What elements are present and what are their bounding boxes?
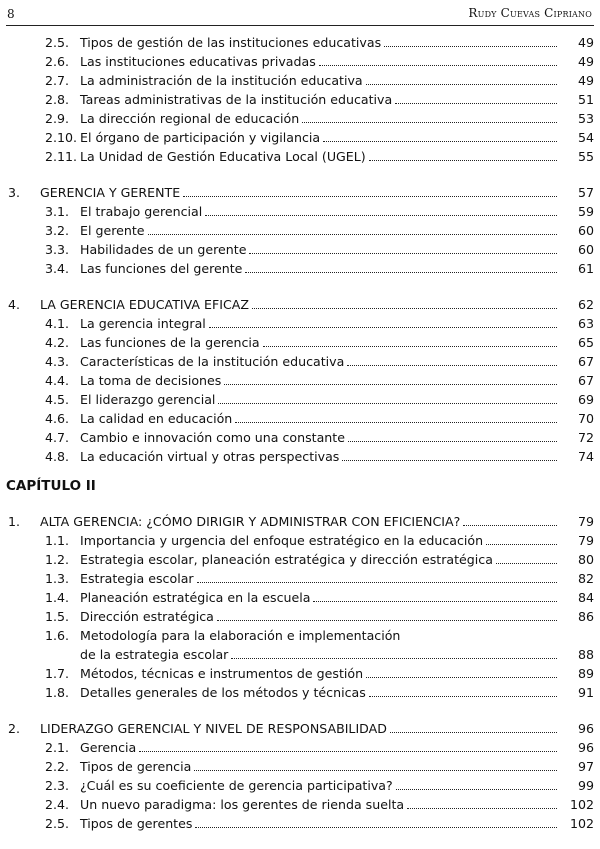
entry-page-number: 74 [577,449,594,464]
dot-leader [407,807,557,809]
dot-leader [148,233,557,235]
entry-page-number: 79 [577,533,594,548]
dot-leader [395,102,557,104]
dot-leader [319,64,557,66]
entry-page-number: 67 [577,373,594,388]
entry-number: 2.5. [45,35,70,50]
dot-leader [194,769,557,771]
entry-number: 1.8. [45,685,70,700]
section-spacer [0,466,600,477]
entry-title: Cambio e innovación como una constante [80,430,345,445]
entry-page-number: 86 [577,609,594,624]
entry-page-number: 96 [577,721,594,736]
entry-page-number: 97 [577,759,594,774]
entry-title: El trabajo gerencial [80,204,203,219]
entry-number: 2.6. [45,54,70,69]
entry-number: 3.2. [45,223,70,238]
toc-entry[interactable] [0,757,600,776]
entry-number: 4.2. [45,335,70,350]
entry-title: Importancia y urgencia del enfoque estratégico en la educación [80,533,484,548]
header-rule [6,25,594,26]
entry-title: La gerencia integral [80,316,206,331]
entry-title: La Unidad de Gestión Educativa Local (UGEL) [80,149,366,164]
dot-leader [217,619,557,621]
entry-page-number: 102 [569,797,594,812]
entry-title: Gerencia [80,740,137,755]
section-spacer [0,278,600,295]
entry-title: Tipos de gerentes [80,816,193,831]
entry-number: 2.4. [45,797,70,812]
toc-entry[interactable] [0,664,600,683]
entry-page-number: 96 [577,740,594,755]
entry-page-number: 49 [577,73,594,88]
entry-title: Las funciones del gerente [80,261,243,276]
toc-entry[interactable] [0,814,600,833]
entry-title: Tipos de gerencia [80,759,192,774]
toc-section-entry[interactable] [0,295,600,314]
entry-page-number: 88 [577,647,594,662]
toc-entry[interactable] [0,645,600,664]
entry-page-number: 91 [577,685,594,700]
toc-entry[interactable] [0,569,600,588]
dot-leader [197,581,557,583]
dot-leader [205,214,557,216]
entry-page-number: 54 [577,130,594,145]
entry-page-number: 49 [577,54,594,69]
toc-entry[interactable] [0,202,600,221]
entry-number: 4.6. [45,411,70,426]
dot-leader [224,383,557,385]
entry-number: 2.3. [45,778,70,793]
entry-number: 4.5. [45,392,70,407]
entry-number: 2.10. [45,130,78,145]
section-spacer [0,495,600,512]
entry-page-number: 53 [577,111,594,126]
entry-title: Habilidades de un gerente [80,242,247,257]
toc-section-entry[interactable] [0,512,600,531]
entry-page-number: 84 [577,590,594,605]
entry-number: 4. [8,297,21,312]
entry-title: Características de la institución educativa [80,354,345,369]
entry-page-number: 65 [577,335,594,350]
entry-page-number: 59 [577,204,594,219]
entry-number: 2.11. [45,149,78,164]
entry-title: El liderazgo gerencial [80,392,216,407]
entry-title: ¿Cuál es su coeficiente de gerencia participativa? [80,778,393,793]
dot-leader [390,731,557,733]
entry-title: Planeación estratégica en la escuela [80,590,311,605]
entry-number: 1.3. [45,571,70,586]
entry-title: ALTA GERENCIA: ¿CÓMO DIRIGIR Y ADMINISTRAR CON EFICIENCIA? [40,514,461,529]
entry-page-number: 69 [577,392,594,407]
dot-leader [235,421,557,423]
entry-page-number: 60 [577,223,594,238]
chapter-heading [0,477,600,495]
toc-entry[interactable] [0,738,600,757]
entry-title: Un nuevo paradigma: los gerentes de rienda suelta [80,797,405,812]
toc-entry[interactable] [0,390,600,409]
entry-number: 4.4. [45,373,70,388]
dot-leader [496,562,557,564]
entry-number: 1.2. [45,552,70,567]
entry-number: 4.1. [45,316,70,331]
toc-entry[interactable] [0,531,600,550]
entry-page-number: 79 [577,514,594,529]
dot-leader [369,159,557,161]
toc-section-entry[interactable] [0,719,600,738]
toc-entry[interactable] [0,352,600,371]
entry-page-number: 102 [569,816,594,831]
dot-leader [369,695,557,697]
toc-entry[interactable] [0,333,600,352]
dot-leader [195,826,557,828]
entry-page-number: 80 [577,552,594,567]
dot-leader [183,195,557,197]
running-head: Rudy Cuevas Cipriano [468,6,592,20]
table-of-contents [0,33,600,833]
entry-number: 3. [8,185,21,200]
entry-page-number: 51 [577,92,594,107]
entry-title: La toma de decisiones [80,373,222,388]
section-spacer [0,166,600,183]
entry-number: 1.5. [45,609,70,624]
toc-entry[interactable] [0,588,600,607]
entry-title: LA GERENCIA EDUCATIVA EFICAZ [40,297,249,312]
entry-title: Métodos, técnicas e instrumentos de gestión [80,666,364,681]
dot-leader [313,600,557,602]
entry-title: La dirección regional de educación [80,111,300,126]
dot-leader [263,345,557,347]
toc-entry[interactable] [0,221,600,240]
toc-entry[interactable] [0,683,600,702]
entry-title: GERENCIA Y GERENTE [40,185,181,200]
toc-entry[interactable] [0,409,600,428]
toc-section-entry[interactable] [0,183,600,202]
toc-entry[interactable] [0,109,600,128]
entry-number: 4.3. [45,354,70,369]
dot-leader [366,83,557,85]
entry-page-number: 60 [577,242,594,257]
dot-leader [384,45,557,47]
toc-entry[interactable] [0,128,600,147]
entry-number: 2.9. [45,111,70,126]
entry-page-number: 57 [577,185,594,200]
entry-title: Estrategia escolar [80,571,194,586]
dot-leader [347,364,557,366]
entry-title: El órgano de participación y vigilancia [80,130,321,145]
entry-title: Tipos de gestión de las instituciones educativas [80,35,382,50]
dot-leader [231,657,557,659]
dot-leader [139,750,557,752]
entry-page-number: 70 [577,411,594,426]
entry-number: 2.5. [45,816,70,831]
entry-number: 1.7. [45,666,70,681]
dot-leader [218,402,557,404]
entry-page-number: 63 [577,316,594,331]
dot-leader [323,140,557,142]
entry-title: Las funciones de la gerencia [80,335,260,350]
entry-page-number: 89 [577,666,594,681]
toc-entry[interactable] [0,71,600,90]
entry-number: 2.7. [45,73,70,88]
dot-leader [209,326,557,328]
dot-leader [463,524,557,526]
dot-leader [302,121,557,123]
toc-entry[interactable] [0,795,600,814]
entry-title: Metodología para la elaboración e implementación [80,628,401,643]
entry-number: 1.1. [45,533,70,548]
entry-number: 4.7. [45,430,70,445]
entry-title: Dirección estratégica [80,609,214,624]
dot-leader [348,440,557,442]
toc-entry[interactable] [0,147,600,166]
entry-number: 2.1. [45,740,70,755]
dot-leader [366,676,557,678]
entry-number: 3.3. [45,242,70,257]
entry-title: El gerente [80,223,145,238]
dot-leader [249,252,557,254]
entry-title: La administración de la institución educativa [80,73,363,88]
chapter-label: CAPÍTULO II [6,478,96,494]
entry-title: Estrategia escolar, planeación estratégica y dirección estratégica [80,552,493,567]
dot-leader [245,271,557,273]
section-spacer [0,702,600,719]
entry-title: Detalles generales de los métodos y técnicas [80,685,366,700]
toc-entry[interactable] [0,607,600,626]
entry-title: de la estrategia escolar [80,647,229,662]
entry-page-number: 55 [577,149,594,164]
entry-title: Las instituciones educativas privadas [80,54,316,69]
page-number: 8 [7,7,15,21]
entry-number: 3.1. [45,204,70,219]
dot-leader [396,788,557,790]
toc-entry[interactable] [0,626,600,645]
page-header [0,0,600,30]
toc-entry[interactable] [0,447,600,466]
entry-number: 2.2. [45,759,70,774]
toc-entry[interactable] [0,550,600,569]
entry-number: 3.4. [45,261,70,276]
dot-leader [252,307,557,309]
entry-page-number: 82 [577,571,594,586]
entry-title: LIDERAZGO GERENCIAL Y NIVEL DE RESPONSABILIDAD [40,721,387,736]
toc-entry[interactable] [0,314,600,333]
toc-entry[interactable] [0,371,600,390]
entry-number: 1.4. [45,590,70,605]
entry-number: 1. [8,514,21,529]
entry-number: 4.8. [45,449,70,464]
toc-entry[interactable] [0,240,600,259]
entry-page-number: 67 [577,354,594,369]
entry-title: Tareas administrativas de la institución educativa [80,92,393,107]
entry-page-number: 99 [577,778,594,793]
entry-number: 2.8. [45,92,70,107]
toc-entry[interactable] [0,33,600,52]
toc-entry[interactable] [0,776,600,795]
toc-entry[interactable] [0,428,600,447]
entry-number: 1.6. [45,628,70,643]
toc-entry[interactable] [0,90,600,109]
entry-page-number: 49 [577,35,594,50]
entry-page-number: 61 [577,261,594,276]
entry-page-number: 62 [577,297,594,312]
entry-title: La calidad en educación [80,411,233,426]
dot-leader [342,459,557,461]
dot-leader [486,543,557,545]
entry-page-number: 72 [577,430,594,445]
entry-title: La educación virtual y otras perspectivas [80,449,340,464]
toc-entry[interactable] [0,259,600,278]
entry-number: 2. [8,721,21,736]
toc-entry[interactable] [0,52,600,71]
